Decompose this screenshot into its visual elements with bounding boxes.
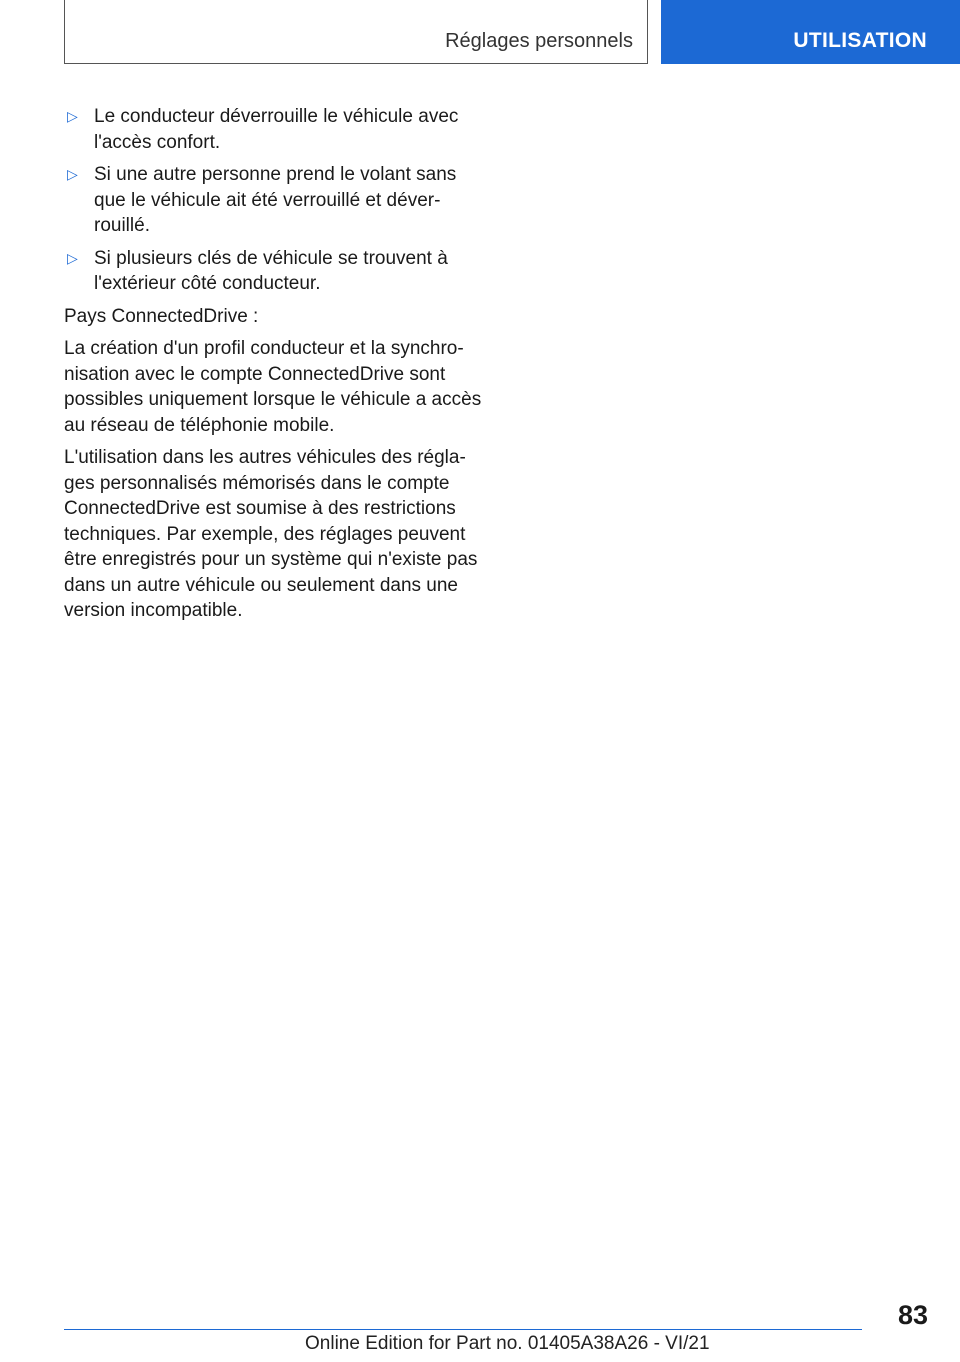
bullet-text: Le conducteur déverrouille le véhicule avec l'accès confort.	[94, 106, 459, 153]
list-item	[64, 162, 484, 239]
paragraph: La création d'un profil conducteur et la synchronisation avec le compte ConnectedDrive sont possibles uniquement lorsque le véhicule a accès au réseau de téléphonie mobile.	[64, 338, 482, 436]
triangle-right-icon: ▷	[67, 166, 78, 182]
bullet-text: Si plusieurs clés de véhicule se trouvent à l'extérieur côté conducteur.	[94, 247, 448, 294]
chapter-tab[interactable]	[661, 0, 960, 64]
bullet-list	[64, 104, 484, 297]
list-item	[64, 246, 484, 297]
page-number: 83	[897, 1300, 928, 1330]
footer-edition-text: Online Edition for Part no. 01405A38A26 - VI/21	[305, 1333, 710, 1354]
triangle-right-icon: ▷	[67, 108, 78, 124]
main-content	[64, 104, 484, 631]
chapter-label: UTILISATION	[793, 29, 927, 52]
footer-divider	[64, 1329, 862, 1330]
header-section-box	[64, 0, 648, 64]
bullet-text: Si une autre personne prend le volant sans que le véhicule ait été verrouillé et déverrouillé.	[94, 164, 457, 236]
paragraph: Pays ConnectedDrive :	[64, 305, 259, 327]
section-title: Réglages personnels	[445, 30, 633, 52]
paragraph: L'utilisation dans les autres véhicules des réglages personnalisés mémorisés dans le compte ConnectedDrive est soumise à des restrictions techniques. Par exemple, des réglages peuvent être enregistrés pour un système qui n'existe pas dans un autre véhicule ou seulement dans une version incompatible.	[64, 447, 478, 621]
list-item	[64, 104, 484, 155]
triangle-right-icon: ▷	[67, 249, 78, 266]
